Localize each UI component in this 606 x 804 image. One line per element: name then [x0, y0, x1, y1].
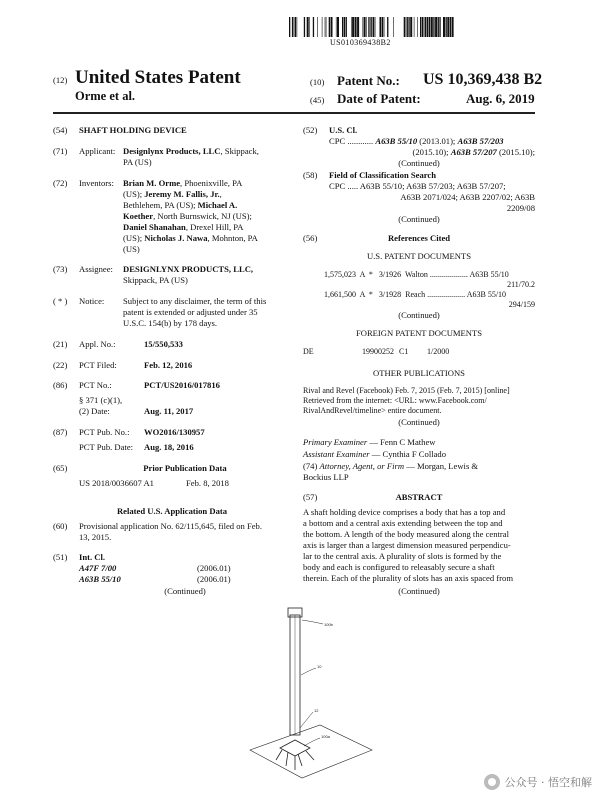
barcode-bar	[382, 17, 383, 37]
assignee-label: Assignee:	[79, 264, 113, 274]
figure-label-100b: 100b	[324, 622, 333, 627]
ref-row-1: 1,575,023 A * 3/1926 Walton ................... A63B 55/10	[324, 270, 509, 279]
appl-value: 15/550,533	[144, 339, 183, 349]
barcode-bar	[431, 17, 433, 37]
pub-no-value: WO2016/130957	[144, 427, 205, 437]
abstract-line-5: lar to the central axis. A plurality of slots is formed by the	[303, 551, 502, 561]
pct-filed-code: (22)	[53, 360, 68, 370]
uscl-line-2: (2015.10); A63B 57/207 (2015.10);	[412, 147, 535, 157]
pub-no-code: (87)	[53, 427, 68, 437]
abstract-heading: ABSTRACT	[395, 492, 443, 502]
other-pubs-continued: (Continued)	[398, 417, 440, 427]
field-line-3: 2209/08	[506, 203, 535, 213]
notice-label: Notice:	[79, 296, 105, 306]
ref-row-2-cls2: 294/159	[508, 300, 535, 309]
barcode	[289, 17, 455, 37]
abstract-line-6: body and each is configured to releasably secure a shaft	[303, 562, 495, 572]
applicant-code: (71)	[53, 146, 68, 156]
barcode-bar	[295, 17, 296, 37]
field-line-1: CPC ..... A63B 55/10; A63B 57/203; A63B 57/207;	[329, 181, 506, 191]
barcode-bar	[326, 17, 327, 37]
abstract-line-7: therein. Each of the plurality of slots has an axis spaced from	[303, 573, 514, 583]
foreign-country: DE	[303, 347, 314, 356]
intcl-class-2: A63B 55/10	[79, 574, 121, 584]
barcode-bar	[317, 17, 318, 37]
pct-filed-label: PCT Filed:	[79, 360, 117, 370]
barcode-bar	[446, 17, 447, 37]
uscl-line-1: CPC ............ A63B 55/10 (2013.01); A63B 57/203	[329, 136, 504, 146]
barcode-bar	[410, 17, 412, 37]
watermark	[484, 774, 593, 790]
barcode-bar	[342, 17, 343, 37]
barcode-bar	[420, 17, 421, 37]
barcode-bar	[438, 17, 439, 37]
ground-plane	[250, 725, 372, 778]
barcode-bar	[352, 17, 354, 37]
barcode-bar	[375, 17, 376, 37]
barcode-bar	[443, 17, 445, 37]
date-code: (45)	[310, 95, 325, 105]
barcode-number: US010369438B2	[330, 38, 391, 47]
foreign-date: 1/2000	[427, 347, 450, 356]
uscl-code: (52)	[303, 125, 318, 135]
barcode-bar	[292, 17, 293, 37]
barcode-bar	[387, 17, 388, 37]
intcl-code: (51)	[53, 552, 68, 562]
figure-label-10: 10	[317, 664, 322, 669]
barcode-bar	[439, 17, 440, 37]
barcode-bar	[406, 17, 407, 37]
abstract-line-3: the bottom. A length of the body measured along the central	[303, 529, 509, 539]
barcode-bar	[325, 17, 326, 37]
uscl-label: U.S. Cl.	[329, 125, 358, 135]
figure-label-100a: 100a	[321, 734, 330, 739]
barcode-bar	[422, 17, 423, 37]
applicant-line-2: PA (US)	[123, 157, 152, 167]
notice-line-1: Subject to any disclaimer, the term of this	[123, 296, 267, 306]
barcode-bar	[366, 17, 367, 37]
field-label: Field of Classification Search	[329, 170, 437, 180]
wechat-logo-icon	[484, 774, 500, 790]
abstract-line-2: a bottom and a central axis extending between the top and	[303, 518, 503, 528]
barcode-bar	[304, 17, 305, 37]
title-code: (54)	[53, 125, 68, 135]
notice-line-3: U.S.C. 154(b) by 178 days.	[123, 318, 218, 328]
barcode-bar	[452, 17, 454, 37]
patent-figure	[240, 600, 380, 780]
notice-code: ( * )	[53, 296, 68, 306]
barcode-bar	[309, 17, 310, 37]
patent-no-code: (10)	[310, 77, 325, 87]
pct-filed-value: Feb. 12, 2016	[144, 360, 193, 370]
barcode-bar	[307, 17, 309, 37]
barcode-bar	[294, 17, 295, 37]
us-docs-heading: U.S. PATENT DOCUMENTS	[366, 251, 472, 261]
inventor-line-4: Koether, North Burnswick, NJ (US);	[123, 211, 252, 221]
barcode-bar	[433, 17, 434, 37]
figure-label-12: 12	[314, 708, 319, 713]
barcode-bar	[414, 17, 415, 37]
abstract-line-4: axis is larger than a largest dimension measured perpendicu-	[303, 540, 511, 550]
s371-line-1: § 371 (c)(1),	[79, 395, 123, 405]
prior-pub-heading: Prior Publication Data	[143, 463, 227, 473]
refs-heading: References Cited	[387, 233, 451, 243]
barcode-bar	[322, 17, 323, 37]
patent-no-label: Patent No.:	[337, 73, 400, 88]
barcode-bar	[408, 17, 409, 37]
intcl-continued: (Continued)	[164, 586, 206, 596]
barcode-bar	[289, 17, 290, 37]
invention-title: SHAFT HOLDING DEVICE	[79, 125, 187, 135]
inventor-line-2: (US); Jeremy M. Fallis, Jr.,	[123, 189, 222, 199]
barcode-bar	[344, 17, 345, 37]
field-line-2: A63B 2071/024; A63B 2207/02; A63B	[400, 192, 535, 202]
abstract-code: (57)	[303, 492, 318, 502]
pub-date-label: PCT Pub. Date:	[79, 442, 134, 452]
inventor-line-5: Daniel Shanahan, Drexel Hill, PA	[123, 222, 244, 232]
header-rule	[53, 112, 535, 114]
barcode-bar	[351, 17, 352, 37]
related-code: (60)	[53, 521, 68, 531]
pct-no-value: PCT/US2016/017816	[144, 380, 220, 390]
barcode-bar	[371, 17, 372, 37]
appl-label: Appl. No.:	[79, 339, 116, 349]
barcode-bar	[355, 17, 357, 37]
barcode-bar	[425, 17, 426, 37]
barcode-bar	[373, 17, 374, 37]
barcode-bar	[331, 17, 333, 37]
inventor-line-1: Brian M. Orme, Phoenixville, PA	[123, 178, 243, 188]
barcode-bar	[336, 17, 337, 37]
barcode-bar	[337, 17, 339, 37]
inventors-code: (72)	[53, 178, 68, 188]
intcl-version-1: (2006.01)	[197, 563, 231, 573]
barcode-bar	[424, 17, 425, 37]
inventors-label: Inventors:	[79, 178, 114, 188]
prior-pub-code: (65)	[53, 463, 68, 473]
watermark-text: 公众号 · 悟空和解	[504, 776, 592, 789]
related-heading: Related U.S. Application Data	[116, 506, 228, 516]
barcode-bar	[297, 17, 298, 37]
field-code: (58)	[303, 170, 318, 180]
assignee-line-2: Skippack, PA (US)	[123, 275, 188, 285]
other-pubs-heading: OTHER PUBLICATIONS	[373, 368, 465, 378]
barcode-bar	[368, 17, 369, 37]
intcl-version-2: (2006.01)	[197, 574, 231, 584]
abstract-continued: (Continued)	[398, 586, 440, 596]
barcode-bar	[447, 17, 449, 37]
patent-no-value: US 10,369,438 B2	[423, 71, 543, 88]
notice-line-2: patent is extended or adjusted under 35	[123, 307, 258, 317]
ref-row-2: 1,661,500 A * 3/1928 Reach ................... A63B 55/10	[324, 290, 507, 299]
refs-continued: (Continued)	[398, 310, 440, 320]
intcl-label: Int. Cl.	[79, 552, 106, 562]
assignee-code: (73)	[53, 264, 68, 274]
inventor-line-7: (US)	[123, 244, 140, 254]
pub-date-value: Aug. 18, 2016	[144, 442, 194, 452]
assignee-line-1: DESIGNLYNX PRODUCTS, LLC,	[123, 264, 254, 274]
kind-code-12: (12)	[53, 75, 68, 85]
other-pub-line-2: Retrieved from the internet: <URL: www.Facebook.com/	[303, 396, 487, 405]
intcl-class-1: A47F 7/00	[79, 563, 117, 573]
barcode-bar	[346, 17, 347, 37]
applicant-label: Applicant:	[79, 146, 116, 156]
barcode-bar	[380, 17, 382, 37]
barcode-bar	[450, 17, 451, 37]
foreign-kind: C1	[399, 347, 409, 356]
patent-type-title: United States Patent	[75, 67, 241, 88]
barcode-bar	[364, 17, 366, 37]
date-label: Date of Patent:	[337, 91, 421, 106]
other-pub-line-3: RivalAndRevel/timeline> entire document.	[303, 406, 442, 415]
barcode-bar	[435, 17, 437, 37]
related-line-2: 13, 2015.	[79, 532, 112, 542]
inventor-short: Orme et al.	[75, 89, 136, 103]
barcode-bar	[427, 17, 429, 37]
field-continued: (Continued)	[398, 214, 440, 224]
applicant-line-1: Designlynx Products, LLC, Skippack,	[123, 146, 259, 156]
uscl-continued: (Continued)	[398, 158, 440, 168]
pub-no-label: PCT Pub. No.:	[79, 427, 130, 437]
appl-code: (21)	[53, 339, 68, 349]
attorney: (74) Attorney, Agent, or Firm — Morgan, Lewis &	[303, 461, 479, 471]
barcode-bar	[429, 17, 430, 37]
barcode-bar	[313, 17, 314, 37]
attorney-line-2: Bockius LLP	[303, 472, 349, 482]
ref-row-1-cls2: 211/70.2	[507, 280, 535, 289]
refs-code: (56)	[303, 233, 318, 243]
barcode-bar	[329, 17, 330, 37]
barcode-bar	[417, 17, 418, 37]
pct-no-label: PCT No.:	[79, 380, 112, 390]
other-pub-line-1: Rival and Revel (Facebook) Feb. 7, 2015 (Feb. 7, 2015) [online]	[303, 386, 510, 395]
barcode-bar	[393, 17, 394, 37]
s371-value: Aug. 11, 2017	[144, 406, 194, 416]
prior-pub-date: Feb. 8, 2018	[186, 478, 229, 488]
inventor-line-6: (US); Nicholas J. Nawa, Mohnton, PA	[123, 233, 258, 243]
barcode-bar	[407, 17, 408, 37]
s371-line-2: (2) Date:	[79, 406, 110, 416]
pct-no-code: (86)	[53, 380, 68, 390]
barcode-bar	[404, 17, 405, 37]
barcode-bar	[370, 17, 371, 37]
barcode-bar	[357, 17, 359, 37]
foreign-heading: FOREIGN PATENT DOCUMENTS	[355, 328, 483, 338]
assistant-examiner: Assistant Examiner — Cynthia F Collado	[303, 449, 447, 459]
barcode-bar	[384, 17, 385, 37]
foreign-number: 19900252	[362, 347, 394, 356]
holding-device	[280, 740, 310, 756]
inventor-line-3: Bethlehem, PA (US); Michael A.	[123, 200, 238, 210]
barcode-bar	[363, 17, 364, 37]
date-value: Aug. 6, 2019	[466, 91, 535, 106]
primary-examiner: Primary Examiner — Fenn C Mathew	[303, 437, 436, 447]
prior-pub-number: US 2018/0036607 A1	[79, 478, 154, 488]
abstract-line-1: A shaft holding device comprises a body that has a top and	[303, 507, 506, 517]
related-line-1: Provisional application No. 62/115,645, filed on Feb.	[79, 521, 262, 531]
